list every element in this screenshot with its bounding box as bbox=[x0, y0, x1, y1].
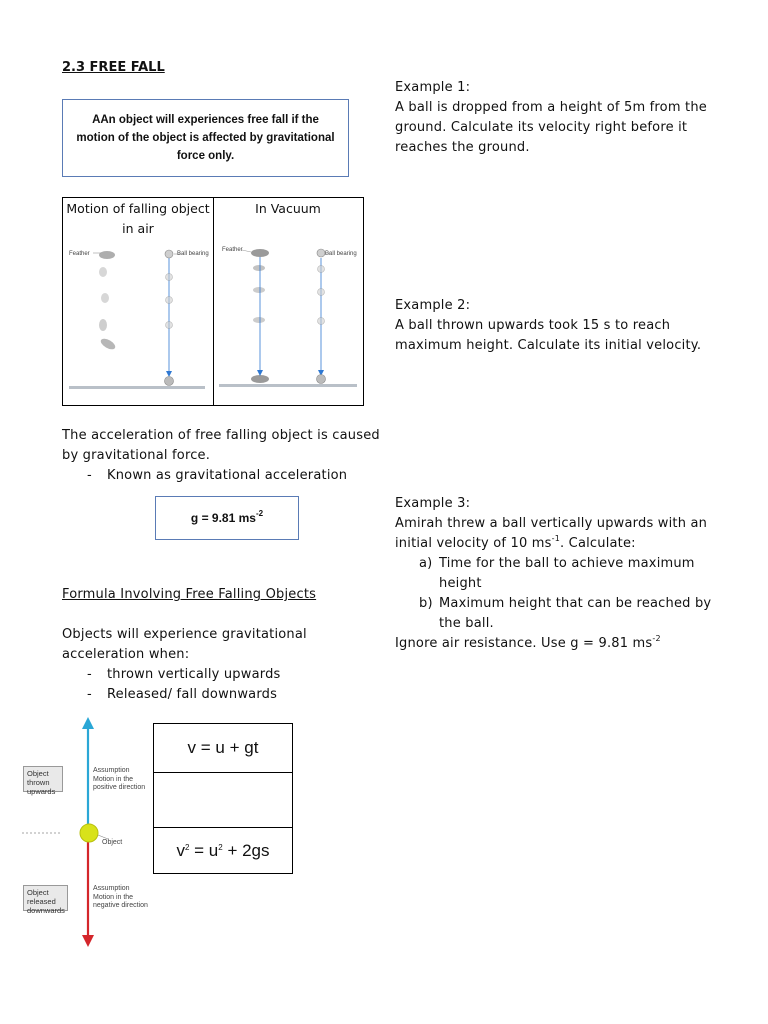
up-arrow-head bbox=[82, 717, 94, 729]
example-3-part-a: a) Time for the ball to achieve maximum height bbox=[419, 556, 695, 591]
ball-shape bbox=[318, 318, 325, 325]
vacuum-column bbox=[213, 198, 363, 405]
arrow-head bbox=[257, 370, 263, 376]
feather-shape bbox=[251, 249, 269, 257]
feather-shape bbox=[253, 265, 265, 271]
feather-shape bbox=[99, 251, 115, 259]
formula-intro-block bbox=[62, 625, 387, 705]
ball-shape bbox=[318, 289, 325, 296]
formula-3: $v^2 = u^2 + 2gs$ bbox=[176, 840, 270, 860]
ball-shape bbox=[318, 266, 325, 273]
formula-row-3 bbox=[154, 828, 292, 873]
definition-box bbox=[62, 99, 349, 177]
vacuum-fall-illustration bbox=[213, 240, 363, 405]
ball-shape bbox=[166, 322, 173, 329]
vacuum-column-title: In Vacuum bbox=[255, 201, 321, 216]
example-2-title: Example 2: bbox=[395, 298, 471, 313]
formula-table bbox=[153, 723, 293, 874]
example-3 bbox=[395, 494, 725, 654]
example-3-title: Example 3: bbox=[395, 496, 471, 511]
acceleration-text: The acceleration of free falling object is caused by gravitational force. bbox=[62, 428, 380, 463]
ball-shape bbox=[165, 377, 174, 386]
definition-text: AAn object will experiences free fall if the motion of the object is affected by gravitational force only. bbox=[76, 114, 335, 162]
g-value: g = 9.81 $ms^{-2}$ bbox=[190, 509, 264, 525]
feather-shape bbox=[99, 337, 117, 352]
up-label-box: Object thrown upwards bbox=[23, 766, 63, 792]
example-3-text: Amirah threw a ball vertically upwards with an initial velocity of 10 $ms^{-1}$. Calculate: bbox=[395, 516, 708, 551]
formula-intro: Objects will experience gravitational acceleration when: bbox=[62, 627, 307, 662]
up-note: Assumption Motion in the positive direction bbox=[93, 767, 146, 791]
air-fall-illustration bbox=[63, 240, 211, 405]
ball-label: Ball bearing bbox=[177, 251, 209, 257]
object-label: Object bbox=[102, 839, 123, 846]
acceleration-bullet: - Known as gravitational acceleration bbox=[62, 466, 382, 486]
feather-shape bbox=[251, 375, 269, 383]
air-column bbox=[63, 198, 214, 405]
feather-shape bbox=[99, 319, 107, 331]
direction-diagram bbox=[20, 715, 150, 950]
example-1-text: A ball is dropped from a height of 5m from the ground. Calculate its velocity right before it reaches the ground. bbox=[395, 100, 707, 155]
ground-line bbox=[69, 386, 205, 389]
example-3-note: Ignore air resistance. Use g = 9.81 $ms^{-2}$ bbox=[395, 634, 661, 651]
formula-section-title: Formula Involving Free Falling Objects bbox=[62, 587, 317, 602]
formula-1: v = u + gt bbox=[187, 738, 259, 757]
ball-shape bbox=[317, 249, 325, 257]
acceleration-paragraph bbox=[62, 426, 382, 486]
ball-object bbox=[80, 824, 98, 842]
g-value-box bbox=[155, 496, 299, 540]
page-heading: 2.3 FREE FALL bbox=[62, 60, 165, 75]
feather-label: Feather bbox=[222, 247, 243, 253]
example-2 bbox=[395, 296, 715, 356]
arrow-head bbox=[166, 371, 172, 377]
example-1-title: Example 1: bbox=[395, 80, 471, 95]
feather-shape bbox=[253, 287, 265, 293]
ground-line bbox=[219, 384, 357, 387]
ball-shape bbox=[166, 297, 173, 304]
condition-bullet-2: - Released/ fall downwards bbox=[62, 685, 387, 705]
down-label-box: Object released downwards bbox=[23, 885, 68, 911]
feather-shape bbox=[101, 293, 109, 303]
ball-shape bbox=[166, 274, 173, 281]
feather-shape bbox=[99, 267, 107, 277]
comparison-table bbox=[62, 197, 364, 406]
formula-row-2 bbox=[154, 773, 292, 828]
condition-bullet-1: - thrown vertically upwards bbox=[62, 665, 387, 685]
air-column-title: Motion of falling object in air bbox=[66, 201, 210, 236]
feather-shape bbox=[253, 317, 265, 323]
example-1 bbox=[395, 78, 715, 158]
feather-label: Feather bbox=[69, 251, 90, 257]
example-3-part-b: b) Maximum height that can be reached by the ball. bbox=[419, 596, 712, 631]
down-arrow-head bbox=[82, 935, 94, 947]
formula-row-1 bbox=[154, 724, 292, 773]
ball-label: Ball bearing bbox=[325, 251, 357, 257]
example-2-text: A ball thrown upwards took 15 s to reach maximum height. Calculate its initial velocity. bbox=[395, 318, 702, 353]
ball-shape bbox=[317, 375, 326, 384]
ball-shape bbox=[165, 250, 173, 258]
down-note: Assumption Motion in the negative direction bbox=[93, 885, 148, 909]
